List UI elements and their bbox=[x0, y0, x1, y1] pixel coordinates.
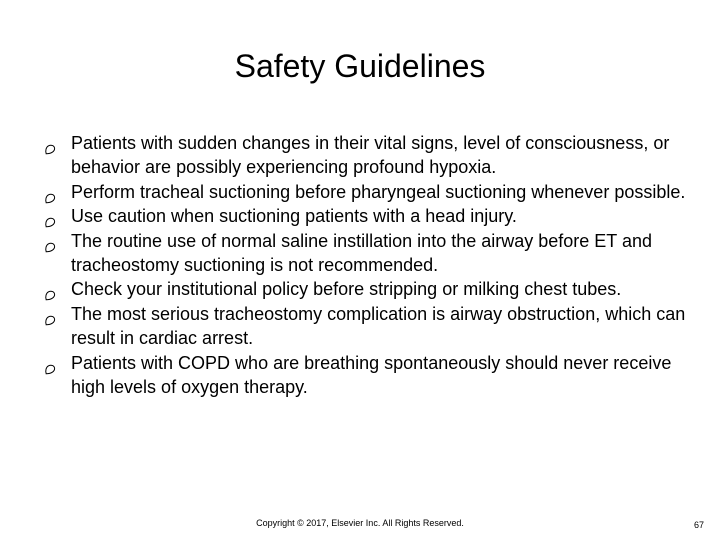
bullet-icon bbox=[44, 284, 56, 296]
bullet-text: Patients with COPD who are breathing spontaneously should never receive high levels of oxygen therapy. bbox=[71, 352, 672, 398]
bullet-text: The routine use of normal saline instillation into the airway before ET and tracheostomy suctioning is not recommended. bbox=[71, 230, 652, 276]
bullet-text: Patients with sudden changes in their vital signs, level of consciousness, or behavior are possibly experiencing profound hypoxia. bbox=[71, 133, 670, 178]
bullet-icon bbox=[44, 358, 56, 370]
bullet-list bbox=[44, 131, 694, 399]
bullet-icon bbox=[44, 211, 56, 223]
bullet-icon bbox=[44, 236, 56, 248]
bullet-item bbox=[44, 229, 694, 278]
bullet-text: Check your institutional policy before stripping or milking chest tubes. bbox=[71, 279, 622, 300]
bullet-item bbox=[44, 180, 694, 204]
bullet-text: The most serious tracheostomy complication is airway obstruction, which can result in cardiac arrest. bbox=[71, 303, 686, 349]
slide-title: Safety Guidelines bbox=[234, 48, 486, 84]
bullet-icon bbox=[44, 187, 56, 199]
bullet-icon bbox=[44, 309, 56, 321]
bullet-text: Perform tracheal suctioning before pharyngeal suctioning whenever possible. bbox=[71, 181, 686, 202]
bullet-item bbox=[44, 204, 694, 228]
bullet-item bbox=[44, 277, 694, 301]
bullet-item bbox=[44, 302, 694, 351]
bullet-icon bbox=[44, 138, 56, 150]
bullet-item bbox=[44, 351, 694, 400]
bullet-item bbox=[44, 131, 694, 180]
copyright-notice: Copyright © 2017, Elsevier Inc. All Rights Reserved. bbox=[256, 518, 464, 528]
bullet-text: Use caution when suctioning patients with a head injury. bbox=[71, 206, 517, 227]
page-number: 67 bbox=[693, 520, 704, 530]
